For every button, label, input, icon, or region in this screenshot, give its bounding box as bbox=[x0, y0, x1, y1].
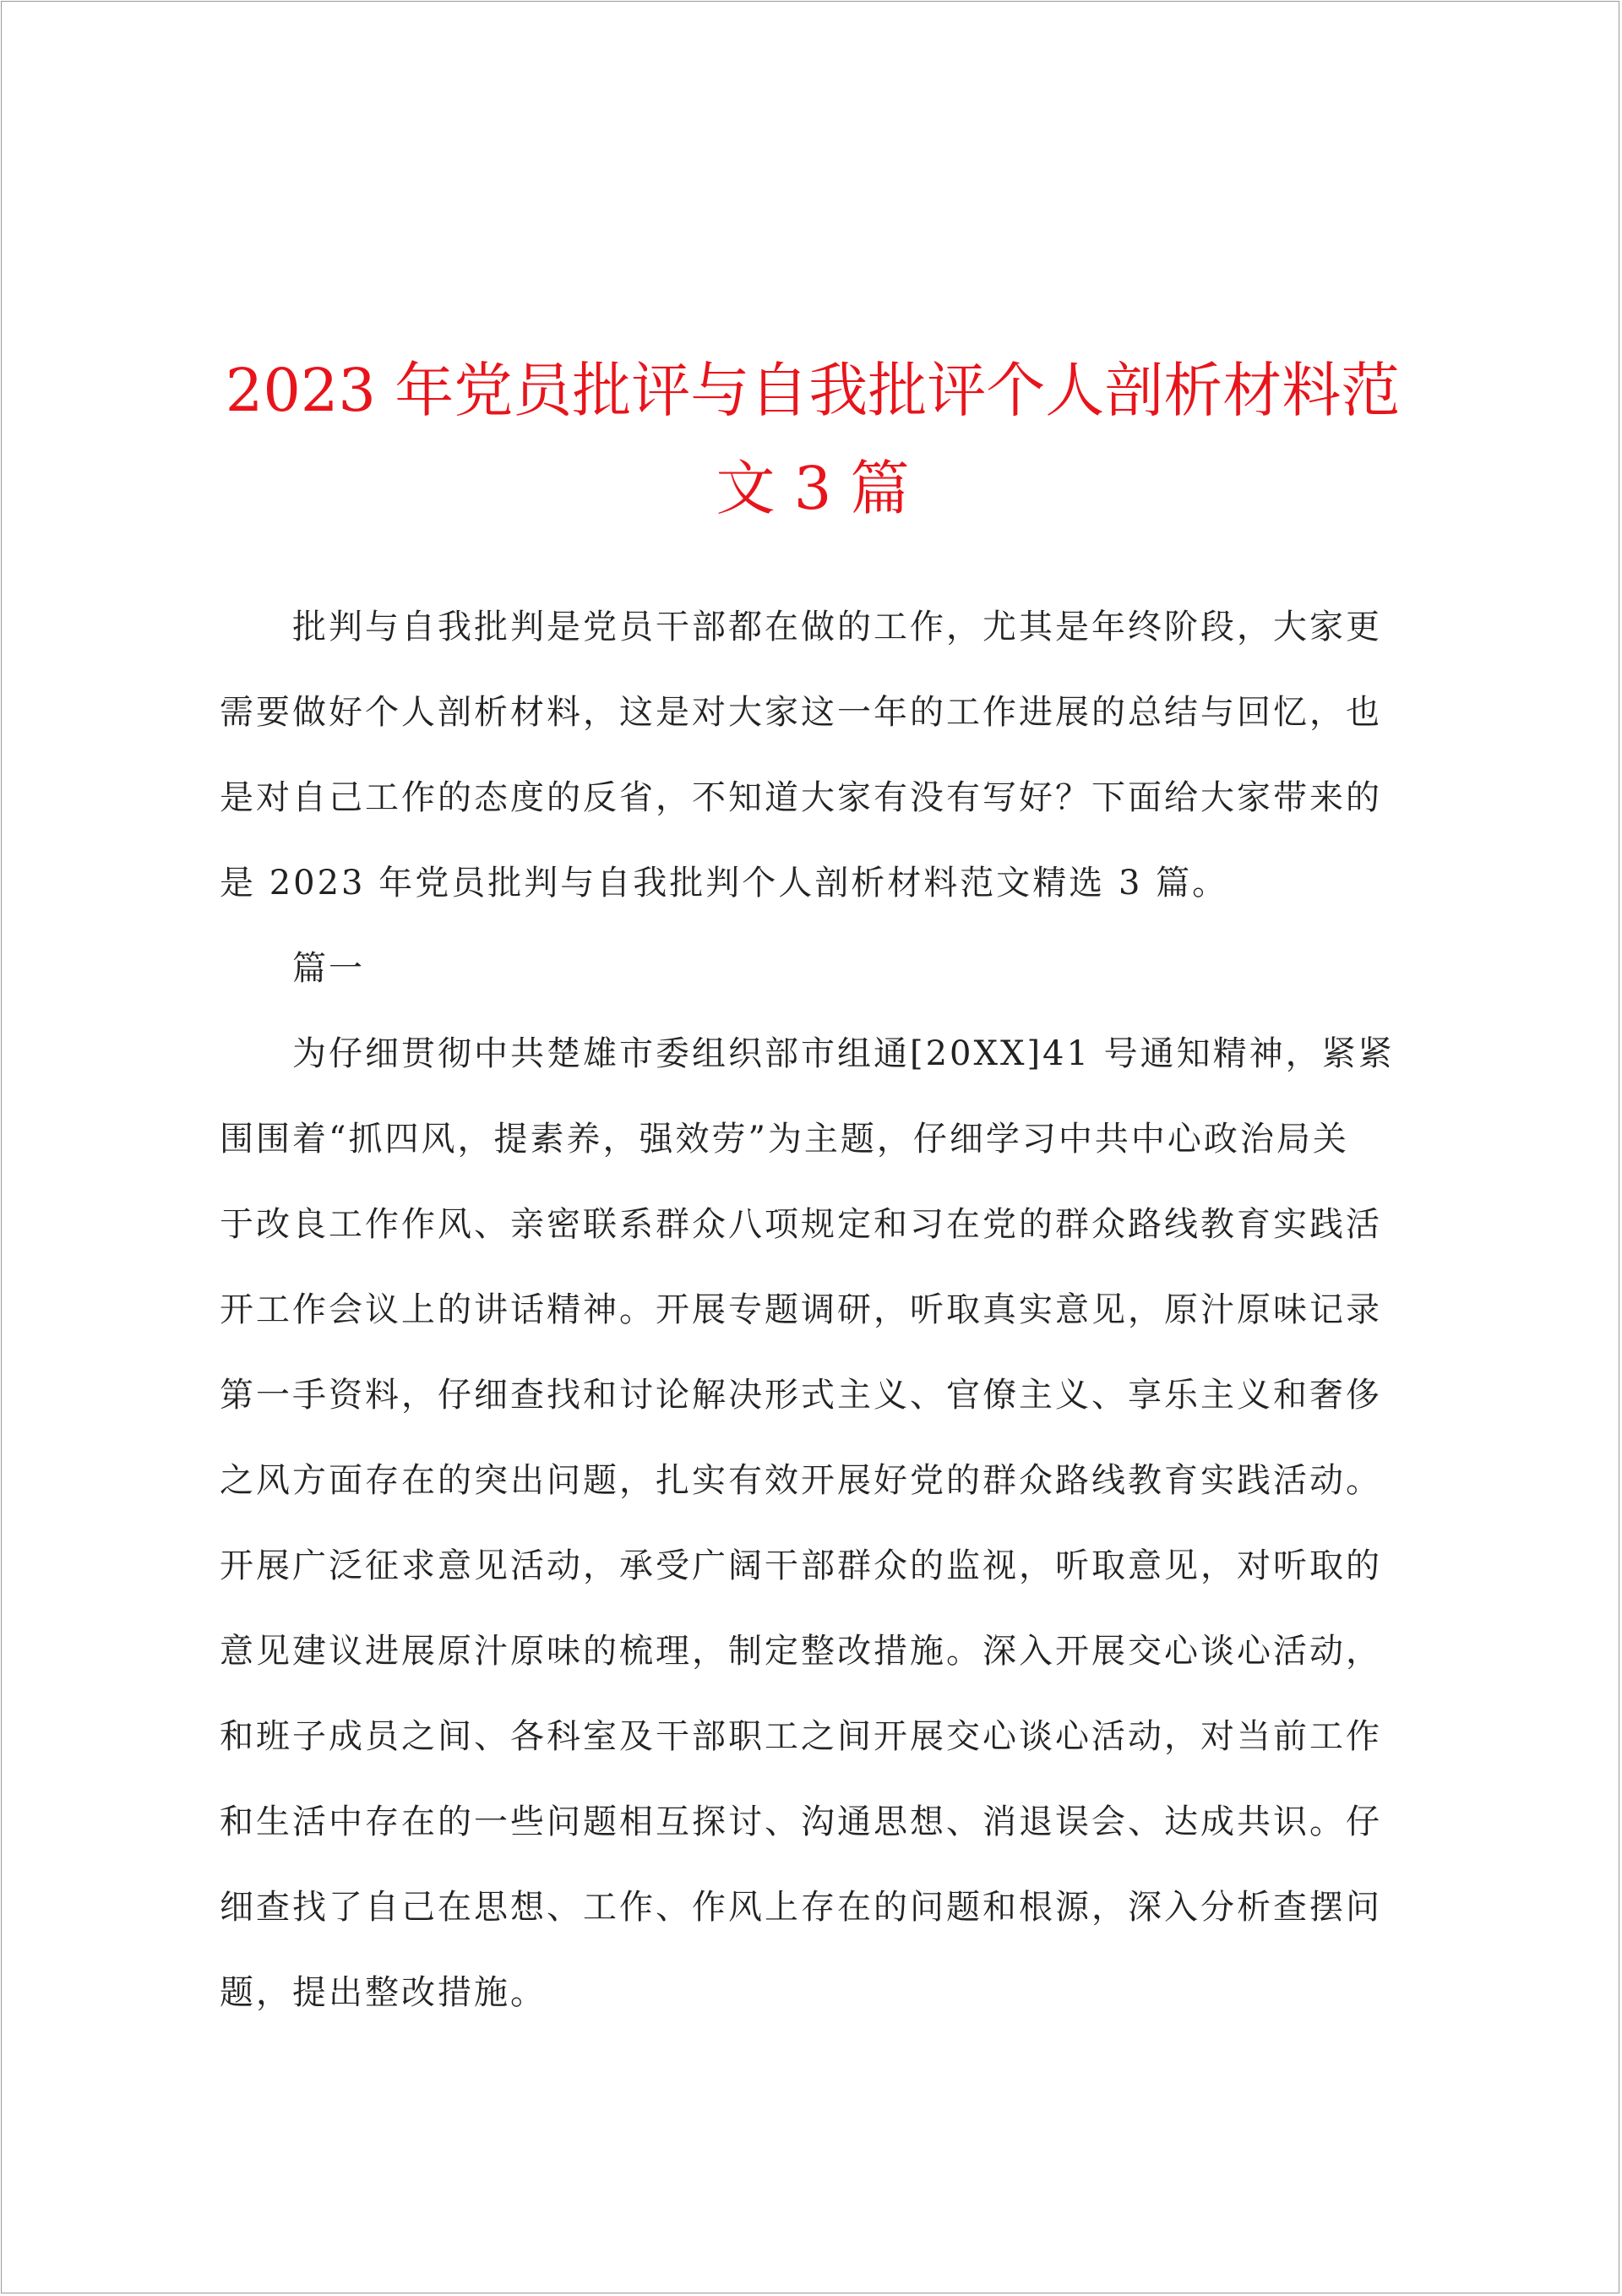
section-1-line-6: 之风方面存在的突出问题，扎实有效开展好党的群众路线教育实践活动。 bbox=[220, 1461, 1382, 1500]
section-1-line-5: 第一手资料，仔细查找和讨论解决形式主义、官僚主义、享乐主义和奢侈 bbox=[220, 1376, 1382, 1415]
document-title-line-2: 文 3 篇 bbox=[716, 454, 910, 523]
section-1-line-3: 于改良工作作风、亲密联系群众八项规定和习在党的群众路线教育实践活 bbox=[220, 1205, 1382, 1244]
section-1-line-7: 开展广泛征求意见活动，承受广阔干部群众的监视，听取意见，对听取的 bbox=[220, 1546, 1382, 1585]
section-1-line-4: 开工作会议上的讲话精神。开展专题调研，听取真实意见，原汁原味记录 bbox=[220, 1290, 1382, 1329]
document-body bbox=[220, 585, 1419, 2036]
section-1-line-8: 意见建议进展原汁原味的梳理，制定整改措施。深入开展交心谈心活动， bbox=[220, 1632, 1382, 1671]
intro-line-1: 批判与自我批判是党员干部都在做的工作，尤其是年终阶段，大家更 bbox=[220, 608, 1382, 646]
section-heading-1: 篇一 bbox=[220, 949, 365, 988]
section-1-line-9: 和班子成员之间、各科室及干部职工之间开展交心谈心活动，对当前工作 bbox=[220, 1717, 1382, 1756]
document-title-line-1: 2023 年党员批评与自我批评个人剖析材料范 bbox=[225, 356, 1401, 425]
document-page bbox=[1, 1, 1619, 2293]
section-1-line-1: 为仔细贯彻中共楚雄市委组织部市组通[20XX]41 号通知精神，紧紧 bbox=[220, 1034, 1395, 1073]
section-1-line-11: 细查找了自己在思想、工作、作风上存在的问题和根源，深入分析查摆问 bbox=[220, 1888, 1382, 1927]
section-1-line-10: 和生活中存在的一些问题相互探讨、沟通思想、消退误会、达成共识。仔 bbox=[220, 1802, 1382, 1841]
intro-line-4: 是 2023 年党员批判与自我批判个人剖析材料范文精选 3 篇。 bbox=[220, 864, 1229, 903]
intro-line-2: 需要做好个人剖析材料，这是对大家这一年的工作进展的总结与回忆，也 bbox=[220, 693, 1382, 732]
intro-line-3: 是对自己工作的态度的反省，不知道大家有没有写好？下面给大家带来的 bbox=[220, 778, 1382, 817]
section-1-line-2: 围围着“抓四风，提素养，强效劳”为主题，仔细学习中共中心政治局关 bbox=[220, 1120, 1349, 1159]
section-1-line-12: 题，提出整改措施。 bbox=[220, 1973, 547, 2012]
